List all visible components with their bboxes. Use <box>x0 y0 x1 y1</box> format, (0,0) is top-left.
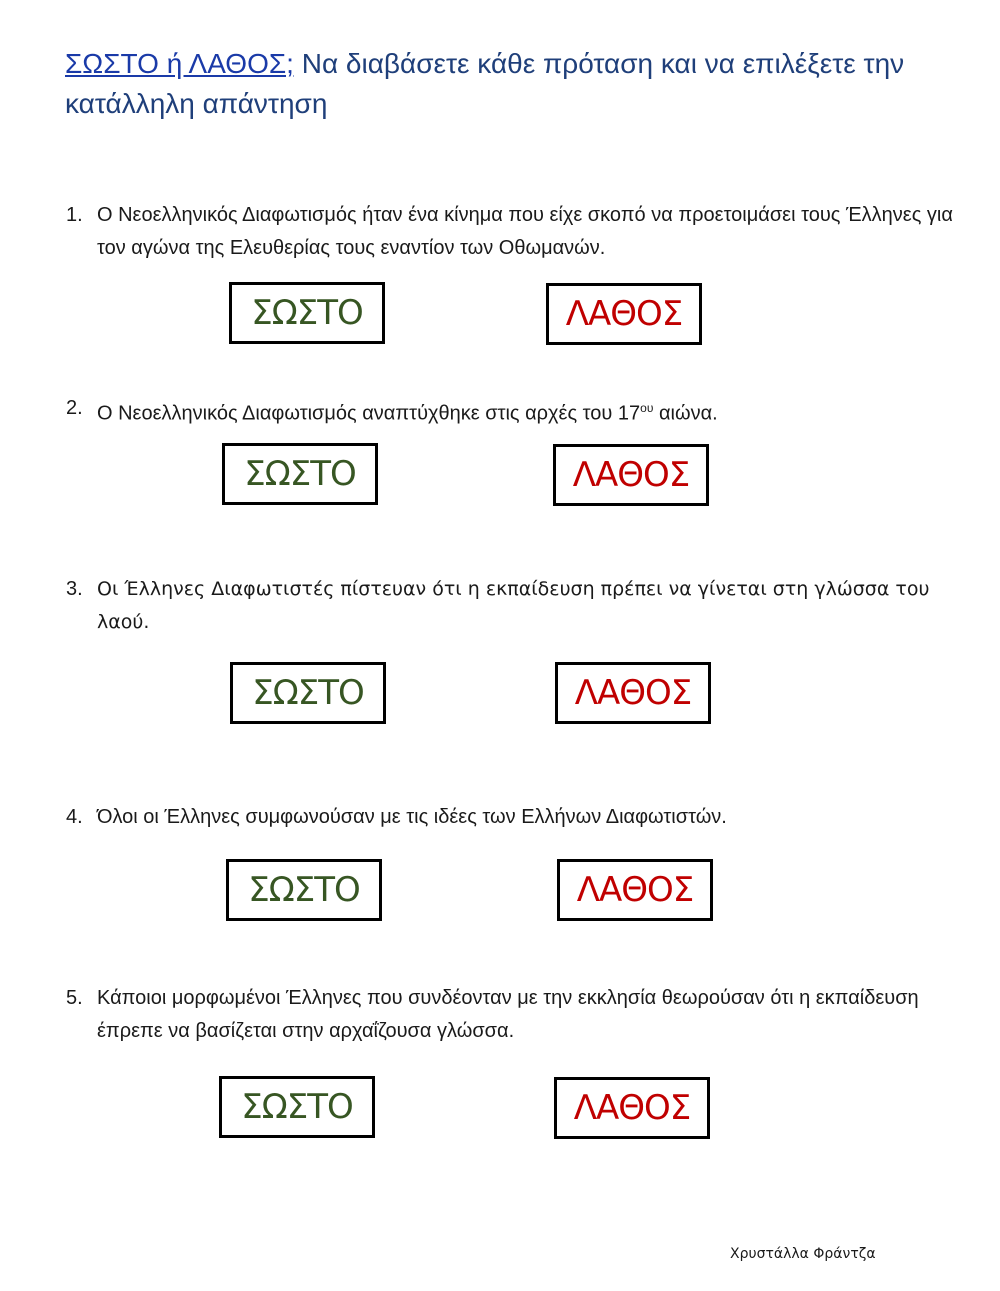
q3-false-button[interactable]: ΛΑΘΟΣ <box>555 662 711 724</box>
instructions-lead: ΣΩΣΤΟ ή ΛΑΘΟΣ; <box>65 48 294 79</box>
question-5 <box>66 982 956 1048</box>
q2-true-button[interactable]: ΣΩΣΤΟ <box>222 443 378 505</box>
question-number: 2. <box>66 397 83 419</box>
author-credit: Χρυστάλλα Φράντζα <box>730 1246 876 1262</box>
question-text: Οι Έλληνες Διαφωτιστές πίστευαν ότι η εκπαίδευση πρέπει να γίνεται στη γλώσσα του λαού. <box>97 578 930 633</box>
question-text: Κάποιοι μορφωμένοι Έλληνες που συνδέονταν με την εκκλησία θεωρούσαν ότι η εκπαίδευση έπρεπε να βασίζεται στην αρχαΐζουσα γλώσσα. <box>97 987 919 1042</box>
q2-false-button[interactable]: ΛΑΘΟΣ <box>553 444 709 506</box>
q5-true-button[interactable]: ΣΩΣΤΟ <box>219 1076 375 1138</box>
ordinal-superscript: ου <box>640 401 654 415</box>
question-number: 3. <box>66 578 83 600</box>
question-number: 4. <box>66 806 83 828</box>
question-number: 1. <box>66 204 83 226</box>
q5-false-button[interactable]: ΛΑΘΟΣ <box>554 1077 710 1139</box>
question-1 <box>66 199 956 265</box>
q4-false-button[interactable]: ΛΑΘΟΣ <box>557 859 713 921</box>
q4-true-button[interactable]: ΣΩΣΤΟ <box>226 859 382 921</box>
question-text-end: αιώνα. <box>653 402 718 425</box>
question-text: Όλοι οι Έλληνες συμφωνούσαν με τις ιδέες των Ελλήνων Διαφωτιστών. <box>97 806 727 828</box>
question-4 <box>66 801 956 834</box>
question-text: Ο Νεοελληνικός Διαφωτισμός ήταν ένα κίνημα που είχε σκοπό να προετοιμάσει τους Έλληνες για τον αγώνα της Ελευθερίας τους εναντίον των Οθωμανών. <box>97 204 953 259</box>
instructions-text: Να διαβάσετε κάθε πρόταση και να επιλέξετε την κατάλληλη απάντηση <box>65 48 905 119</box>
question-3 <box>66 573 956 639</box>
instructions-heading <box>65 44 945 124</box>
q1-true-button[interactable]: ΣΩΣΤΟ <box>229 282 385 344</box>
q3-true-button[interactable]: ΣΩΣΤΟ <box>230 662 386 724</box>
question-2 <box>66 392 956 431</box>
question-number: 5. <box>66 987 83 1009</box>
q1-false-button[interactable]: ΛΑΘΟΣ <box>546 283 702 345</box>
question-text <box>66 392 956 431</box>
question-text-main: Ο Νεοελληνικός Διαφωτισμός αναπτύχθηκε στις αρχές του 17 <box>97 402 641 425</box>
